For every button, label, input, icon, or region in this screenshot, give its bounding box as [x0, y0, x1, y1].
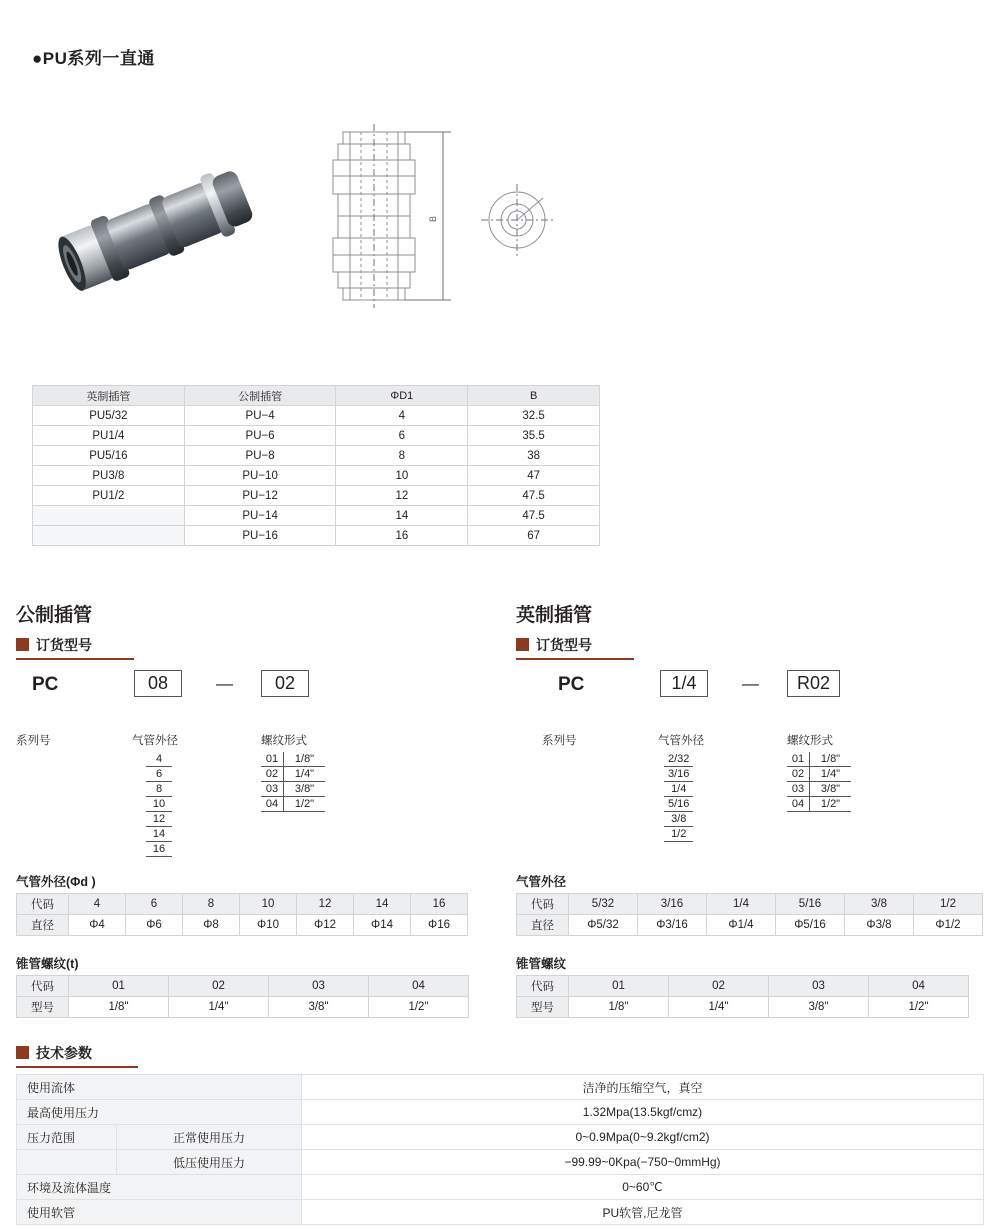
imperial-dash: —	[742, 674, 759, 693]
cell-d1: 14	[336, 506, 468, 526]
cell: Φ10	[240, 915, 297, 936]
table-row	[17, 1100, 984, 1125]
param-value: 0~0.9Mpa(0~9.2kgf/cm2)	[302, 1125, 984, 1150]
option: 10	[146, 797, 172, 812]
cell: Φ5/32	[569, 915, 638, 936]
underline-rule	[16, 1066, 138, 1068]
cell-imperial: PU1/2	[33, 486, 185, 506]
imperial-series-code: PC	[558, 674, 585, 695]
table-row	[17, 1075, 984, 1100]
cell: 10	[240, 894, 297, 915]
table-row	[17, 915, 468, 936]
imperial-thread-table	[516, 975, 969, 1018]
imperial-od-caption: 气管外径	[516, 875, 567, 889]
imperial-thread-options	[787, 752, 851, 812]
underline-rule	[16, 658, 134, 660]
param-value: 0~60℃	[302, 1175, 984, 1200]
cell-imperial: PU5/32	[33, 406, 185, 426]
cell: Φ14	[354, 915, 411, 936]
metric-label-thread: 螺纹形式	[261, 735, 307, 747]
option: 6	[146, 767, 172, 782]
cell: Φ16	[411, 915, 468, 936]
table-row	[33, 526, 600, 546]
table-row	[517, 976, 969, 997]
row-label: 代码	[517, 894, 569, 915]
cell: Φ1/4	[707, 915, 776, 936]
table-row	[33, 506, 600, 526]
table-row	[33, 466, 600, 486]
cell: Φ3/8	[845, 915, 914, 936]
table-row	[17, 1150, 984, 1175]
cell-d1: 12	[336, 486, 468, 506]
cell-b: 47.5	[468, 506, 600, 526]
table-row	[33, 486, 600, 506]
cell-metric: PU−10	[184, 466, 336, 486]
cell-metric: PU−12	[184, 486, 336, 506]
cell-imperial: PU3/8	[33, 466, 185, 486]
table-row	[33, 426, 600, 446]
th-metric: 公制插管	[184, 386, 336, 406]
cell: 12	[297, 894, 354, 915]
option: 14	[146, 827, 172, 842]
table-row	[517, 894, 983, 915]
option: 8	[146, 782, 172, 797]
technical-drawing	[305, 110, 575, 335]
cell: 01	[569, 976, 669, 997]
cell-b: 67	[468, 526, 600, 546]
tech-params-table	[16, 1074, 984, 1225]
cell: Φ3/16	[638, 915, 707, 936]
cell: 1/2	[914, 894, 983, 915]
page-title: ●PU系列一直通	[32, 49, 155, 68]
param-sub-label: 低压使用压力	[117, 1150, 302, 1175]
imperial-label-size: 气管外径	[658, 735, 704, 747]
option: 3/8	[664, 812, 693, 827]
param-label: 最高使用压力	[17, 1100, 302, 1125]
option: 04 1/2"	[787, 797, 851, 812]
table-row	[17, 1125, 984, 1150]
param-value: 洁净的压缩空气，真空	[302, 1075, 984, 1100]
option: 1/2	[664, 827, 693, 842]
option: 04 1/2"	[261, 797, 325, 812]
cell: 8	[183, 894, 240, 915]
param-label: 环境及流体温度	[17, 1175, 302, 1200]
cell: 1/4	[707, 894, 776, 915]
cell-metric: PU−16	[184, 526, 336, 546]
metric-size-code: 08	[134, 670, 182, 697]
cell-b: 47	[468, 466, 600, 486]
cell: Φ12	[297, 915, 354, 936]
cell: 01	[69, 976, 169, 997]
metric-size-options	[146, 752, 172, 857]
row-label: 型号	[17, 997, 69, 1018]
param-label	[17, 1150, 117, 1175]
cell-metric: PU−14	[184, 506, 336, 526]
cell: Φ1/2	[914, 915, 983, 936]
param-label: 使用流体	[17, 1075, 302, 1100]
spec-table	[32, 385, 600, 546]
cell: 1/8"	[569, 997, 669, 1018]
option: 12	[146, 812, 172, 827]
cell-metric: PU−8	[184, 446, 336, 466]
square-marker-icon	[16, 1046, 29, 1059]
table-row	[33, 406, 600, 426]
table-row	[17, 894, 468, 915]
cell: 1/8"	[69, 997, 169, 1018]
cell-b: 47.5	[468, 486, 600, 506]
cell: 1/2"	[369, 997, 469, 1018]
imperial-thread-caption: 锥管螺纹	[516, 957, 567, 971]
option: 5/16	[664, 797, 693, 812]
imperial-label-series: 系列号	[542, 735, 577, 747]
option: 16	[146, 842, 172, 857]
th-imperial: 英制插管	[33, 386, 185, 406]
option: 01 1/8"	[261, 752, 325, 767]
option: 03 3/8"	[261, 782, 325, 797]
metric-od-table	[16, 893, 468, 936]
cell: 16	[411, 894, 468, 915]
cell: 3/16	[638, 894, 707, 915]
cell: 3/8"	[269, 997, 369, 1018]
table-row	[17, 1200, 984, 1225]
cell: 03	[769, 976, 869, 997]
cell-imperial: PU5/16	[33, 446, 185, 466]
cell-b: 38	[468, 446, 600, 466]
option: 2/32	[664, 752, 693, 767]
metric-label-series: 系列号	[16, 735, 51, 747]
row-label: 型号	[517, 997, 569, 1018]
cell-metric: PU−4	[184, 406, 336, 426]
cell-b: 35.5	[468, 426, 600, 446]
param-label: 压力范围	[17, 1125, 117, 1150]
option: 02 1/4"	[787, 767, 851, 782]
table-row	[33, 446, 600, 466]
imperial-od-table	[516, 893, 983, 936]
cell: 1/4"	[169, 997, 269, 1018]
table-row	[517, 915, 983, 936]
table-row	[17, 997, 469, 1018]
imperial-order-label: 订货型号	[536, 637, 592, 653]
cell: 4	[69, 894, 126, 915]
cell-d1: 16	[336, 526, 468, 546]
option: 01 1/8"	[787, 752, 851, 767]
metric-order-diagram	[16, 670, 486, 870]
cell: Φ8	[183, 915, 240, 936]
param-value: PU软管,尼龙管	[302, 1200, 984, 1225]
cell-imperial: PU1/4	[33, 426, 185, 446]
row-label: 直径	[517, 915, 569, 936]
cell-d1: 10	[336, 466, 468, 486]
cell: 02	[169, 976, 269, 997]
tech-params-label: 技术参数	[36, 1045, 92, 1061]
param-sub-label: 正常使用压力	[117, 1125, 302, 1150]
table-header-row	[33, 386, 600, 406]
cell: Φ5/16	[776, 915, 845, 936]
cell: 5/16	[776, 894, 845, 915]
square-marker-icon	[516, 638, 529, 651]
param-label: 使用软管	[17, 1200, 302, 1225]
cell: 6	[126, 894, 183, 915]
table-row	[17, 1175, 984, 1200]
cell: 1/2"	[869, 997, 969, 1018]
metric-series-code: PC	[32, 674, 59, 695]
imperial-size-code: 1/4	[660, 670, 708, 697]
cell-d1: 4	[336, 406, 468, 426]
cell: 1/4"	[669, 997, 769, 1018]
cell: Φ4	[69, 915, 126, 936]
metric-thread-options	[261, 752, 325, 812]
metric-label-size: 气管外径	[132, 735, 178, 747]
product-photo	[40, 125, 280, 325]
metric-dash: —	[216, 674, 233, 693]
metric-thread-caption: 锥管螺纹(t)	[16, 957, 79, 971]
cell: 3/8	[845, 894, 914, 915]
table-row	[517, 997, 969, 1018]
th-d1: ΦD1	[336, 386, 468, 406]
cell-metric: PU−6	[184, 426, 336, 446]
square-marker-icon	[16, 638, 29, 651]
imperial-order-diagram	[516, 670, 986, 870]
row-label: 代码	[17, 976, 69, 997]
cell: 04	[869, 976, 969, 997]
cell: Φ6	[126, 915, 183, 936]
metric-thread-code: 02	[261, 670, 309, 697]
imperial-order-subheading	[516, 635, 634, 663]
dim-b-label: B	[428, 215, 438, 222]
th-b: B	[468, 386, 600, 406]
metric-heading: 公制插管	[16, 605, 93, 626]
imperial-thread-code: R02	[787, 670, 840, 697]
table-row	[17, 976, 469, 997]
option: 4	[146, 752, 172, 767]
option: 3/16	[664, 767, 693, 782]
imperial-size-options	[664, 752, 693, 842]
cell: 02	[669, 976, 769, 997]
underline-rule	[516, 658, 634, 660]
option: 1/4	[664, 782, 693, 797]
param-value: −99.99~0Kpa(−750~0mmHg)	[302, 1150, 984, 1175]
metric-thread-table	[16, 975, 469, 1018]
tech-params-heading	[16, 1043, 138, 1071]
cell-d1: 6	[336, 426, 468, 446]
cell-imperial	[33, 526, 185, 546]
cell-d1: 8	[336, 446, 468, 466]
cell: 3/8"	[769, 997, 869, 1018]
cell: 03	[269, 976, 369, 997]
metric-od-caption: 气管外径(Φd )	[16, 875, 96, 889]
imperial-heading: 英制插管	[516, 605, 593, 626]
row-label: 直径	[17, 915, 69, 936]
metric-order-subheading	[16, 635, 134, 663]
option: 02 1/4"	[261, 767, 325, 782]
imperial-label-thread: 螺纹形式	[787, 735, 833, 747]
cell: 04	[369, 976, 469, 997]
row-label: 代码	[17, 894, 69, 915]
cell-b: 32.5	[468, 406, 600, 426]
row-label: 代码	[517, 976, 569, 997]
cell: 5/32	[569, 894, 638, 915]
cell-imperial	[33, 506, 185, 526]
metric-order-label: 订货型号	[36, 637, 92, 653]
option: 03 3/8"	[787, 782, 851, 797]
param-value: 1.32Mpa(13.5kgf/cmz)	[302, 1100, 984, 1125]
cell: 14	[354, 894, 411, 915]
